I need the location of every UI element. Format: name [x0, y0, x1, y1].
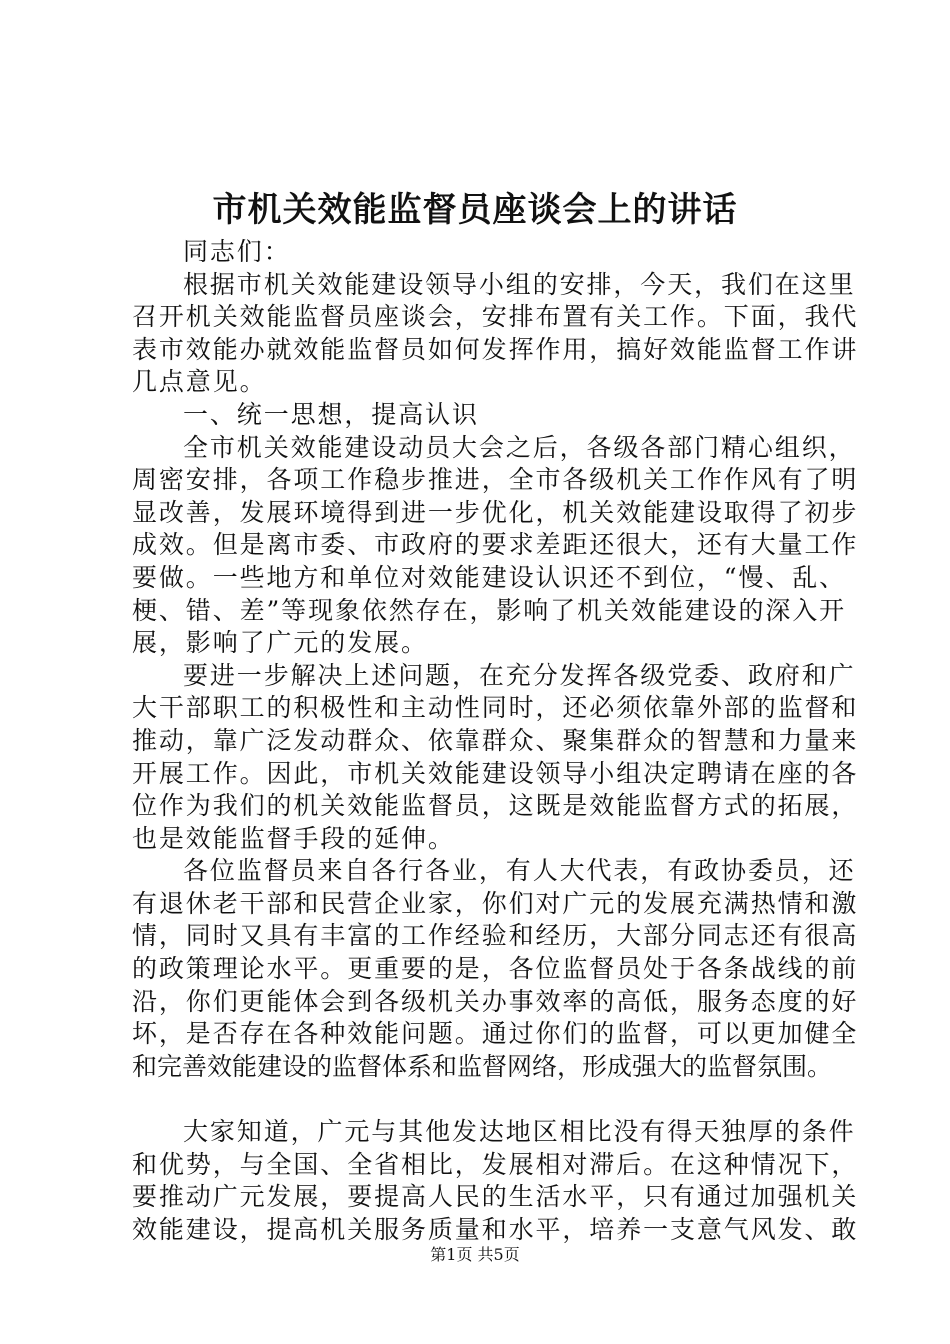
text-line: 要推动广元发展，要提高人民的生活水平，只有通过加强机关	[132, 1182, 859, 1212]
text-line: 要进一步解决上述问题，在充分发挥各级党委、政府和广	[183, 660, 856, 690]
text-line: 根据市机关效能建设领导小组的安排，今天，我们在这里	[183, 269, 856, 299]
text-line: 有退休老干部和民营企业家，你们对广元的发展充满热情和激	[132, 888, 859, 918]
text-line: 要做。一些地方和单位对效能建设认识还不到位，“慢、乱、	[132, 562, 847, 592]
text-line: 效能建设，提高机关服务质量和水平，培养一支意气风发、敢	[132, 1214, 859, 1244]
page-footer: 第1页 共5页	[430, 1245, 520, 1264]
text-line: 各位监督员来自各行各业，有人大代表，有政协委员，还	[183, 856, 856, 886]
text-line: 和完善效能建设的监督体系和监督网络，形成强大的监督氛围。	[132, 1051, 833, 1081]
text-line: 沿，你们更能体会到各级机关办事效率的高低，服务态度的好	[132, 986, 859, 1016]
text-line: 周密安排，各项工作稳步推进，全市各级机关工作作风有了明	[132, 465, 859, 495]
text-line: 几点意见。	[132, 367, 267, 397]
text-line: 开展工作。因此，市机关效能建设领导小组决定聘请在座的各	[132, 758, 859, 788]
text-line: 召开机关效能监督员座谈会，安排布置有关工作。下面，我代	[132, 302, 859, 332]
text-line: 全市机关效能建设动员大会之后，各级各部门精心组织，	[183, 432, 856, 462]
text-line: 情，同时又具有丰富的工作经验和经历，大部分同志还有很高	[132, 921, 859, 951]
salutation-line: 同志们：	[183, 237, 291, 266]
document-body	[132, 236, 859, 1246]
text-line: 也是效能监督手段的延伸。	[132, 823, 455, 853]
document-title: 市机关效能监督员座谈会上的讲话	[212, 190, 738, 230]
text-line: 推动，靠广泛发动群众、依靠群众、聚集群众的智慧和力量来	[132, 725, 859, 755]
text-line: 和优势，与全国、全省相比，发展相对滞后。在这种情况下，	[132, 1149, 859, 1179]
text-line: 展，影响了广元的发展。	[132, 628, 428, 658]
paragraph-gap	[132, 1083, 848, 1116]
text-line: 大干部职工的积极性和主动性同时，还必须依靠外部的监督和	[132, 693, 859, 723]
text-line: 的政策理论水平。更重要的是，各位监督员处于各条战线的前	[132, 954, 859, 984]
text-line: 表市效能办就效能监督员如何发挥作用，搞好效能监督工作讲	[132, 334, 859, 364]
text-line: 显改善，发展环境得到进一步优化，机关效能建设取得了初步	[132, 497, 859, 527]
text-line: 位作为我们的机关效能监督员，这既是效能监督方式的拓展，	[132, 791, 859, 821]
text-line: 梗、错、差”等现象依然存在，影响了机关效能建设的深入开	[132, 595, 847, 625]
text-line: 坏，是否存在各种效能问题。通过你们的监督，可以更加健全	[132, 1019, 859, 1049]
text-line: 大家知道，广元与其他发达地区相比没有得天独厚的条件	[183, 1117, 856, 1147]
section-heading: 一、统一思想，提高认识	[183, 399, 479, 429]
text-line: 成效。但是离市委、市政府的要求差距还很大，还有大量工作	[132, 530, 859, 560]
